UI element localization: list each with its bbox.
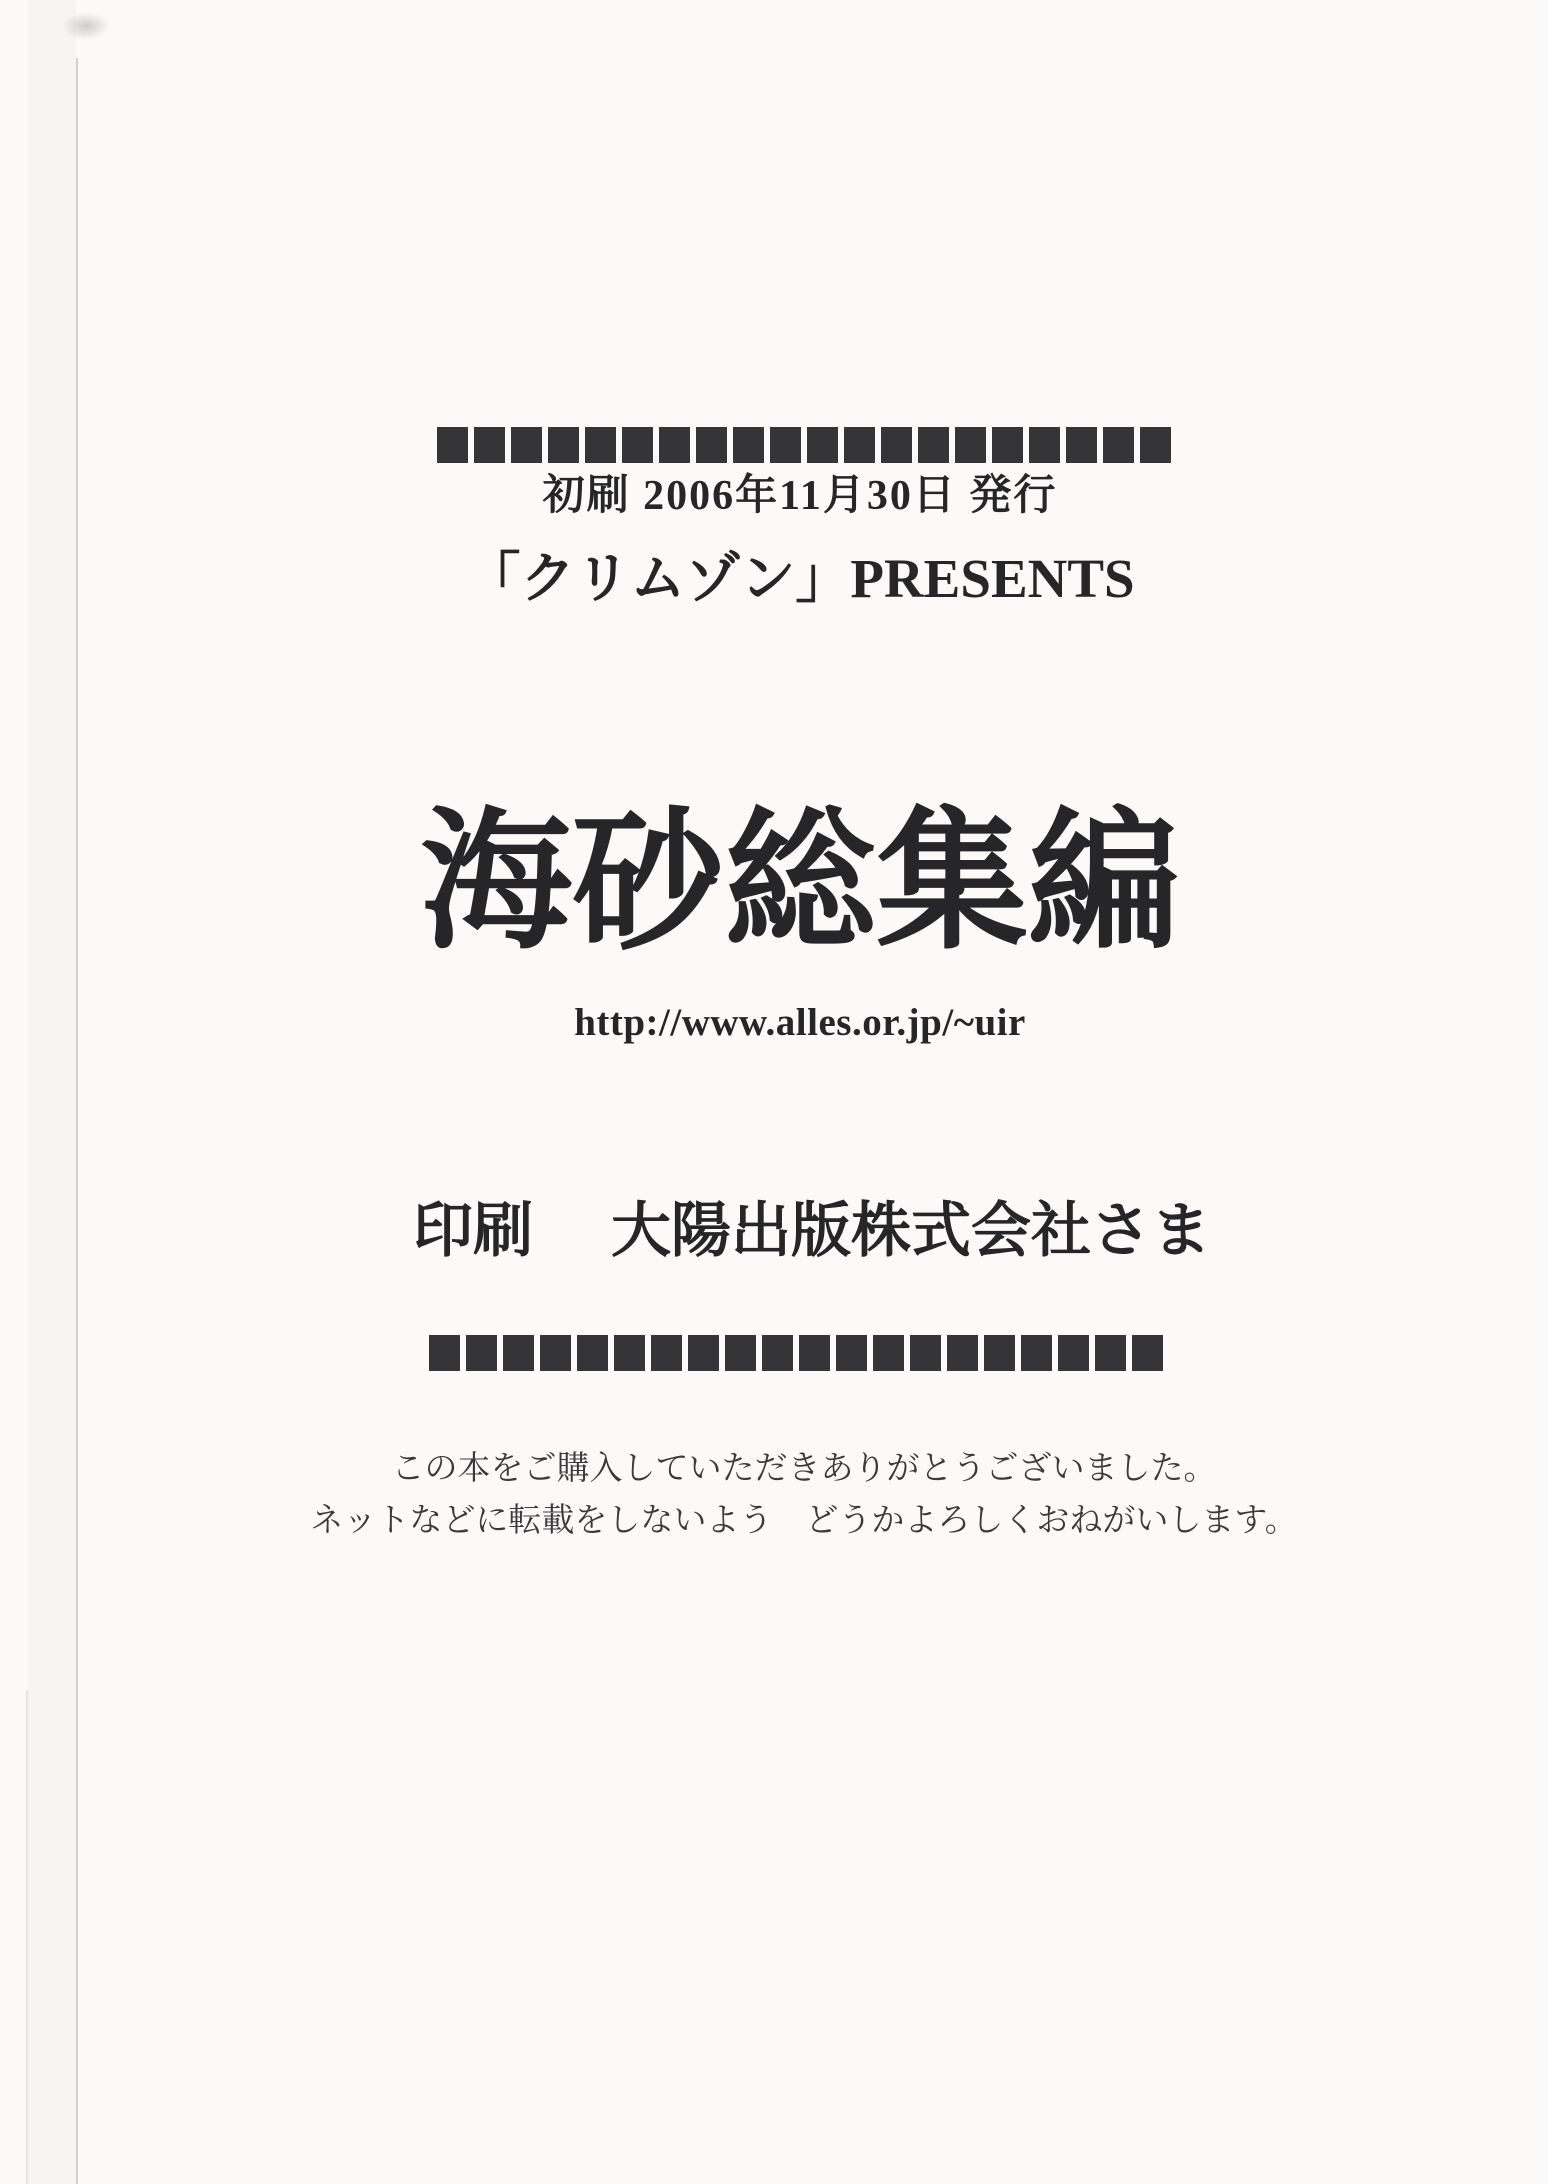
divider-square: [1021, 1335, 1052, 1371]
divider-square: [474, 427, 505, 463]
divider-square: [1058, 1335, 1089, 1371]
divider-square: [947, 1335, 978, 1371]
printer-line: [413, 1183, 1211, 1269]
divider-square: [548, 427, 579, 463]
divider-square: [955, 427, 986, 463]
divider-square: [910, 1335, 941, 1371]
divider-square: [688, 1335, 719, 1371]
divider-square: [770, 427, 801, 463]
divider-squares-top: [437, 427, 1173, 463]
divider-square: [466, 1335, 497, 1371]
divider-square: [437, 427, 468, 463]
thanks-message-line2: ネットなどに転載をしないよう どうかよろしくおねがいします。: [310, 1503, 1298, 1539]
divider-square: [836, 1335, 867, 1371]
thanks-message-line1: この本をご購入していただきありがとうございました。: [391, 1451, 1217, 1487]
website-url: http://www.alles.or.jp/~uir: [574, 1001, 1026, 1044]
divider-square: [622, 427, 653, 463]
divider-square: [429, 1335, 460, 1371]
divider-square: [585, 427, 616, 463]
divider-square: [659, 427, 690, 463]
divider-square: [807, 427, 838, 463]
divider-square: [984, 1335, 1015, 1371]
divider-square: [918, 427, 949, 463]
circle-presents-line: 「クリムゾン」PRESENTS: [465, 548, 1135, 609]
divider-square: [614, 1335, 645, 1371]
divider-square: [1132, 1335, 1163, 1371]
divider-square: [1140, 427, 1171, 463]
divider-square: [873, 1335, 904, 1371]
divider-square: [503, 1335, 534, 1371]
divider-square: [511, 427, 542, 463]
printer-label: 印刷: [413, 1198, 533, 1264]
divider-square: [725, 1335, 756, 1371]
printer-name: 大陽出版株式会社さま: [611, 1198, 1211, 1264]
divider-square: [799, 1335, 830, 1371]
divider-square: [696, 427, 727, 463]
divider-squares-bottom: [429, 1335, 1165, 1371]
divider-square: [1103, 427, 1134, 463]
divider-square: [1066, 427, 1097, 463]
divider-square: [733, 427, 764, 463]
divider-square: [540, 1335, 571, 1371]
scan-gutter-line: [76, 58, 78, 2184]
divider-square: [844, 427, 875, 463]
divider-square: [1095, 1335, 1126, 1371]
print-date-line: 初刷 2006年11月30日 発行: [542, 473, 1058, 519]
divider-square: [762, 1335, 793, 1371]
divider-square: [577, 1335, 608, 1371]
scan-smudge: [62, 12, 110, 40]
scan-edge-line: [26, 1690, 28, 2184]
divider-square: [881, 427, 912, 463]
scan-edge-band: [28, 0, 76, 2184]
divider-square: [651, 1335, 682, 1371]
divider-square: [992, 427, 1023, 463]
book-title: 海砂総集編: [420, 799, 1180, 967]
divider-square: [1029, 427, 1060, 463]
